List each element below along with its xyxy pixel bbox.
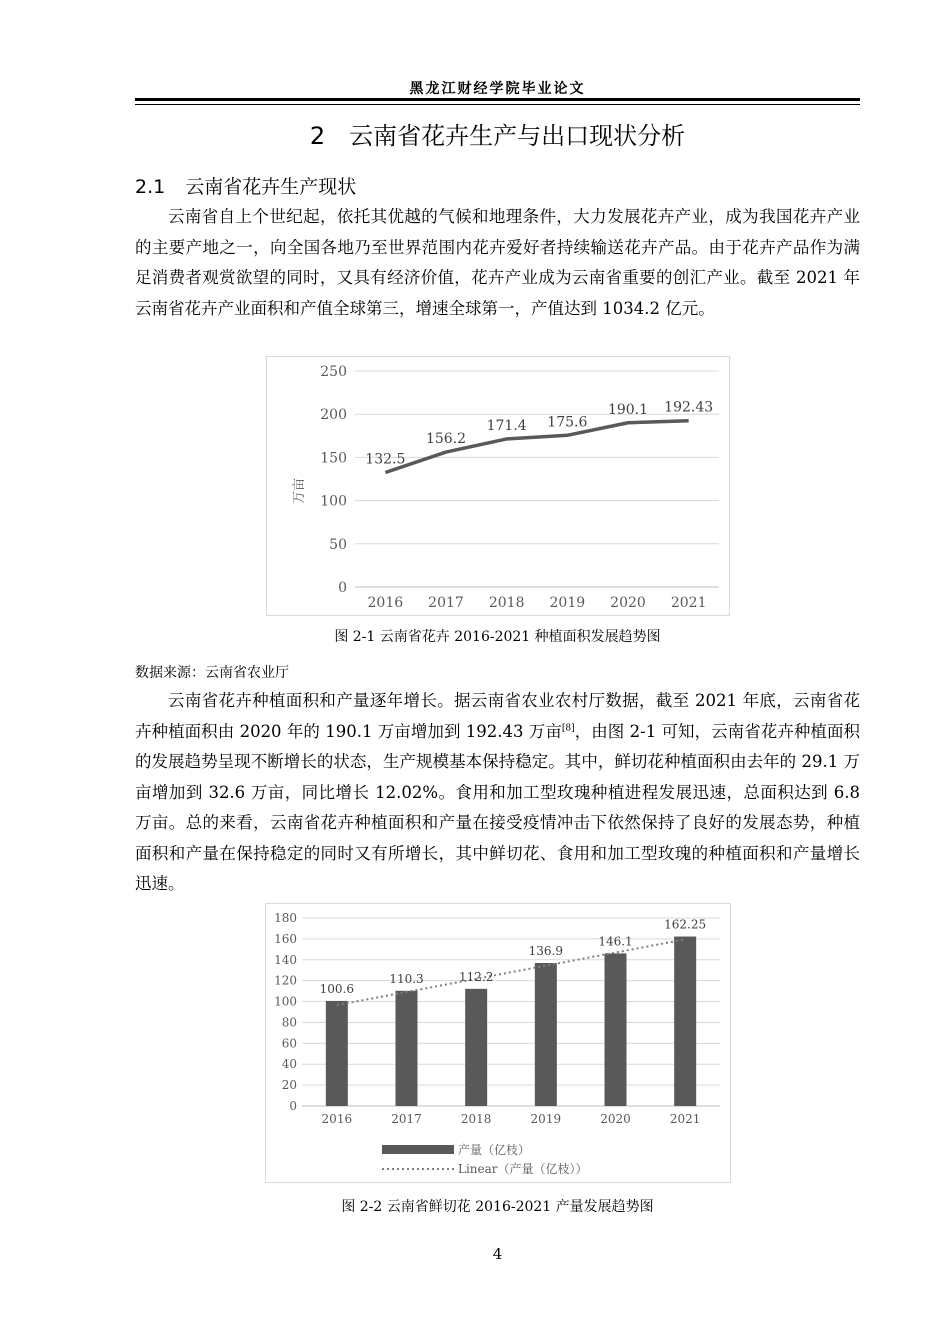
bar xyxy=(605,953,627,1106)
data-label: 110.3 xyxy=(389,971,424,986)
legend-label-trendline: Linear（产量（亿枝）） xyxy=(458,1162,588,1176)
data-label: 190.1 xyxy=(607,401,649,418)
data-label: 132.5 xyxy=(365,451,406,468)
section-number: 2.1 xyxy=(135,176,166,198)
y-tick-label: 20 xyxy=(281,1078,297,1093)
data-label: 192.43 xyxy=(664,399,714,416)
section-title-text: 云南省花卉生产现状 xyxy=(185,176,357,198)
x-tick-label: 2017 xyxy=(428,595,464,611)
data-label: 171.4 xyxy=(486,417,527,434)
bar xyxy=(326,1001,348,1106)
figure-2-2-frame xyxy=(265,903,731,1183)
page-number: 4 xyxy=(492,1245,503,1263)
bar xyxy=(674,937,696,1106)
data-label: 100.6 xyxy=(319,981,355,996)
x-tick-label: 2018 xyxy=(488,595,525,611)
data-label: 112.2 xyxy=(458,969,494,984)
data-label: 146.1 xyxy=(598,934,633,949)
x-tick-label: 2016 xyxy=(321,1112,353,1126)
y-tick-label: 140 xyxy=(274,952,297,967)
y-tick-label: 160 xyxy=(274,931,297,946)
bar xyxy=(396,991,418,1106)
x-tick-label: 2019 xyxy=(549,595,586,611)
figure-2-2-bar-chart xyxy=(266,904,730,1182)
x-tick-label: 2019 xyxy=(530,1112,562,1126)
y-tick-label: 200 xyxy=(320,407,347,424)
y-tick-label: 0 xyxy=(289,1099,297,1113)
figure-2-1-source: 数据来源：云南省农业厅 xyxy=(135,665,289,681)
header-rule-thin xyxy=(135,104,860,105)
y-tick-label: 100 xyxy=(320,493,347,510)
y-tick-label: 150 xyxy=(320,450,347,467)
y-tick-label: 180 xyxy=(274,911,297,925)
y-tick-label: 80 xyxy=(281,1015,297,1030)
legend-label-bar: 产量（亿枝） xyxy=(458,1143,531,1157)
citation-ref: [8] xyxy=(561,723,575,733)
section-title xyxy=(135,172,356,199)
data-label: 136.9 xyxy=(528,944,564,959)
chapter-title xyxy=(135,116,860,151)
data-label: 175.6 xyxy=(547,414,588,431)
figure-2-1-frame xyxy=(266,356,730,616)
running-header: 黑龙江财经学院毕业论文 xyxy=(409,81,586,97)
x-tick-label: 2016 xyxy=(367,595,404,611)
paragraph-2-text-a: 云南省花卉种植面积和产量逐年增长。据云南省农业农村厅数据，截至 2021 年底，云南省花卉种植面积由 2020 年的 190.1 万亩增加到 192.43 万亩 xyxy=(135,691,860,741)
x-tick-label: 2020 xyxy=(610,595,646,611)
paragraph-1: 云南省自上个世纪起，依托其优越的气候和地理条件，大力发展花卉产业，成为我国花卉产业的主要产地之一，向全国各地乃至世界范围内花卉爱好者持续输送花卉产品。由于花卉产品作为满足消费者观赏欲望的同时，又具有经济价值，花卉产业成为云南省重要的创汇产业。截至 2021 年云南省花卉产业面积和产值全球第三，增速全球第一，产值达到 1034.2 亿元。 xyxy=(135,207,860,318)
figure-2-1-line-chart xyxy=(267,357,729,615)
figure-2-2-caption: 图 2-2 云南省鲜切花 2016-2021 产量发展趋势图 xyxy=(341,1199,654,1215)
header-rule-thick xyxy=(135,98,860,101)
y-tick-label: 60 xyxy=(281,1036,297,1051)
chapter-title-text: 云南省花卉生产与出口现状分析 xyxy=(349,122,686,150)
paragraph-2-text-b: ，由图 2-1 可知，云南省花卉种植面积的发展趋势呈现不断增长的状态，生产规模基本保持稳定。其中，鲜切花种植面积由去年的 29.1 万亩增加到 32.6 万亩，同比增长 12.02%。食用和加工型玫瑰种植进程发展迅速，总面积达到 6.8 万亩。总的来看，云南省花卉种植面积和产量在接受疫情冲击下依然保持了良好的发展态势，种植面积和产量在保持稳定的同时又有所增长，其中鲜切花、食用和加工型玫瑰的种植面积和产量增长迅速。 xyxy=(135,721,860,893)
x-tick-label: 2020 xyxy=(600,1112,631,1126)
bar xyxy=(535,963,557,1106)
x-tick-label: 2021 xyxy=(669,1112,701,1126)
y-tick-label: 120 xyxy=(274,973,297,988)
paragraph-2 xyxy=(135,686,860,900)
y-tick-label: 50 xyxy=(329,536,347,553)
x-tick-label: 2017 xyxy=(391,1112,422,1126)
chapter-number: 2 xyxy=(309,122,326,150)
data-label: 156.2 xyxy=(425,431,467,448)
data-label: 162.25 xyxy=(664,917,707,932)
y-tick-label: 250 xyxy=(320,364,347,380)
bar xyxy=(465,989,487,1106)
figure-2-1-caption: 图 2-1 云南省花卉 2016-2021 种植面积发展趋势图 xyxy=(334,629,661,645)
y-tick-label: 40 xyxy=(281,1057,297,1072)
y-tick-label: 0 xyxy=(338,580,347,596)
x-tick-label: 2018 xyxy=(460,1112,492,1126)
y-axis-label: 万亩 xyxy=(292,477,307,505)
y-tick-label: 100 xyxy=(274,994,297,1009)
x-tick-label: 2021 xyxy=(670,595,707,611)
legend-swatch-bar xyxy=(382,1145,454,1154)
